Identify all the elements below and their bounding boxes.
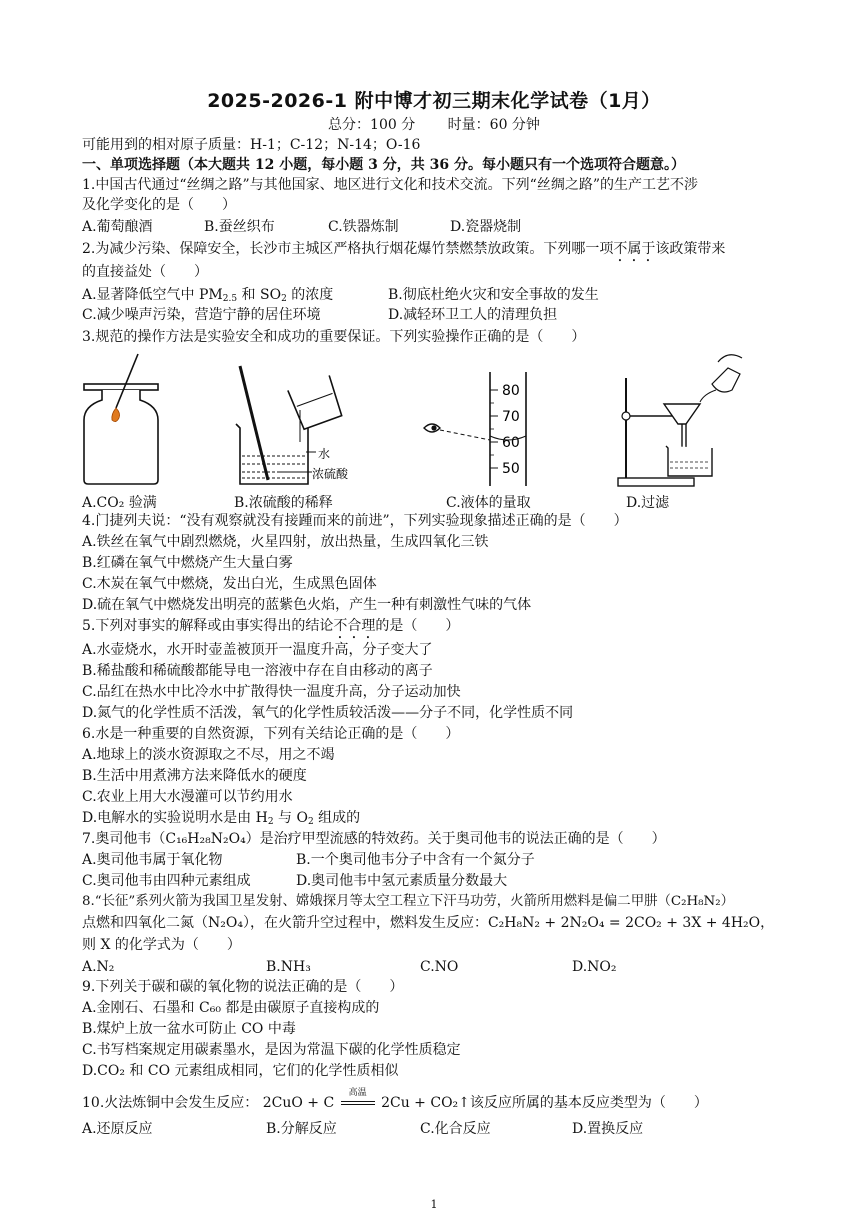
q8-equation: C₂H₈N₂ + 2N₂O₄ = 2CO₂ + 3X + 4H₂O， <box>487 915 775 931</box>
q1-option-d: D.瓷器烧制 <box>450 219 522 235</box>
q1-option-b: B.蚕丝织布 <box>204 219 275 235</box>
q2-stem-part2: 该政策带来 <box>655 241 726 257</box>
q2-a-sub2: 2 <box>281 294 287 304</box>
q4-stem: 4.门捷列夫说：“没有观察就没有接踵而来的前进”，下列实验现象描述正确的是（ ） <box>82 513 628 529</box>
q5-stem-part2: 的是（ ） <box>375 618 460 634</box>
q8-stem-line3: 则 X 的化学式为（ ） <box>82 937 241 953</box>
q6-d-text1: D.电解水的实验说明水是由 H <box>82 810 268 826</box>
q7-option-c: C.奥司他韦由四种元素组成 <box>82 873 251 889</box>
q10-eq-left: 2CuO + C <box>262 1095 335 1111</box>
q10-stem-part2: 该反应所属的基本反应类型为（ ） <box>469 1095 708 1111</box>
q5-option-c: C.品红在热水中比冷水中扩散得快一温度升高，分子运动加快 <box>82 684 461 700</box>
q6-d-text3: 组成的 <box>313 810 361 826</box>
q6-d-sub1: 2 <box>267 817 274 827</box>
q9-stem: 9.下列关于碳和碳的氧化物的说法正确的是（ ） <box>82 979 404 995</box>
q6-option-d <box>82 809 360 831</box>
q9-option-b: B.煤炉上放一盆水可防止 CO 中毒 <box>82 1021 296 1037</box>
q4-option-d: D.硫在氧气中燃烧发出明亮的蓝紫色火焰，产生一种有刺激性气味的气体 <box>82 597 532 613</box>
q5-option-d: D.氮气的化学性质不活泼，氧气的化学性质较活泼——分子不同，化学性质不同 <box>82 705 574 721</box>
q5-stem <box>82 617 459 642</box>
scale-80: 80 <box>502 383 520 399</box>
q8-stem-text: 点燃和四氧化二氮（N₂O₄），在火箭升空过程中，燃料发生反应： <box>82 915 488 931</box>
q9-option-a: A.金刚石、石墨和 C₆₀ 都是由碳原子直接构成的 <box>82 1000 380 1016</box>
q9-option-d: D.CO₂ 和 CO 元素组成相同，它们的化学性质相似 <box>82 1063 399 1079</box>
q10-option-b: B.分解反应 <box>266 1121 337 1137</box>
total-score: 总分：100 分 <box>328 117 416 133</box>
q7-option-d: D.奥司他韦中氢元素质量分数最大 <box>296 873 508 889</box>
q10-condition: 高温 <box>348 1088 367 1098</box>
q10-stem-part1: 10.火法炼铜中会发生反应： <box>82 1095 259 1111</box>
co2-check-figure <box>76 348 166 488</box>
fig-label-a: A.CO₂ 验满 <box>82 495 157 511</box>
q8-option-d: D.NO₂ <box>572 959 617 975</box>
q8-option-a: A.N₂ <box>82 959 115 975</box>
q6-stem: 6.水是一种重要的自然资源，下列有关结论正确的是（ ） <box>82 726 460 742</box>
fig-label-c: C.液体的量取 <box>446 495 531 511</box>
q10-eq-right: 2Cu + CO₂↑ <box>381 1095 470 1111</box>
scale-50: 50 <box>502 461 520 477</box>
q2-option-b: B.彻底杜绝火灾和安全事故的发生 <box>388 287 599 303</box>
q8-option-b: B.NH₃ <box>266 959 311 975</box>
q10-option-c: C.化合反应 <box>420 1121 491 1137</box>
q10-option-d: D.置换反应 <box>572 1121 644 1137</box>
acid-dilution-figure <box>226 348 366 488</box>
q1-stem-line2: 及化学变化的是（ ） <box>82 197 236 213</box>
q6-option-a: A.地球上的淡水资源取之不尽，用之不竭 <box>82 747 335 763</box>
q7-stem: 7.奥司他韦（C₁₆H₂₈N₂O₄）是治疗甲型流感的特效药。关于奥司他韦的说法正确的是（ ） <box>82 831 666 847</box>
q10-option-a: A.还原反应 <box>82 1121 153 1137</box>
q9-option-c: C.书写档案规定用碳素墨水，是因为常温下碳的化学性质稳定 <box>82 1042 461 1058</box>
exam-subtitle <box>0 114 868 134</box>
q6-option-c: C.农业上用大水漫灌可以节约用水 <box>82 789 293 805</box>
q8-stem-line2 <box>82 914 774 932</box>
q2-a-text3: 的浓度 <box>286 287 334 303</box>
filtration-figure <box>608 348 748 488</box>
q2-stem-line2: 的直接益处（ ） <box>82 264 208 280</box>
q5-option-a: A.水壶烧水，水开时壶盖被顶开一温度升高，分子变大了 <box>82 642 433 658</box>
q2-stem-part1: 2.为减少污染、保障安全，长沙市主城区严格执行烟花爆竹禁燃禁放政策。下列哪一项 <box>82 241 614 257</box>
q1-option-a: A.葡萄酿酒 <box>82 219 153 235</box>
q1-stem-line1: 1.中国古代通过“丝绸之路”与其他国家、地区进行文化和技术交流。下列“丝绸之路”的生产工艺不涉 <box>82 177 698 193</box>
q2-a-text1: A.显著降低空气中 PM <box>82 287 223 303</box>
q4-option-b: B.红磷在氧气中燃烧产生大量白雾 <box>82 555 293 571</box>
q6-d-text2: 与 O <box>273 810 308 826</box>
q1-option-c: C.铁器炼制 <box>328 219 399 235</box>
q3-stem: 3.规范的操作方法是实验安全和成功的重要保证。下列实验操作正确的是（ ） <box>82 329 586 345</box>
fig-label-d: D.过滤 <box>626 495 670 511</box>
time-limit: 时量：60 分钟 <box>447 117 540 133</box>
q10-stem <box>82 1088 708 1112</box>
exam-title: 2025-2026-1 附中博才初三期末化学试卷（1月） <box>207 90 661 112</box>
page-number: 1 <box>430 1198 438 1211</box>
scale-70: 70 <box>502 409 520 425</box>
q10-arrow <box>339 1088 377 1112</box>
q2-stem-line1 <box>82 240 725 265</box>
q4-option-a: A.铁丝在氧气中剧烈燃烧，火星四射，放出热量，生成四氧化三铁 <box>82 534 489 550</box>
atomic-masses: 可能用到的相对原子质量：H-1；C-12；N-14；O-16 <box>82 137 421 153</box>
q8-option-c: C.NO <box>420 959 459 975</box>
acid-label: 浓硫酸 <box>312 467 349 481</box>
scale-60: 60 <box>502 435 520 451</box>
q7-option-b: B.一个奥司他韦分子中含有一个氮分子 <box>296 852 535 868</box>
fig-label-b: B.浓硫酸的稀释 <box>234 495 333 511</box>
q8-stem-line1: 8.“长征”系列火箭为我国卫星发射、嫦娥探月等太空工程立下汗马功劳，火箭所用燃料是偏二甲肼（C₂H₈N₂） <box>82 894 735 909</box>
q6-option-b: B.生活中用煮沸方法来降低水的硬度 <box>82 768 307 784</box>
q2-option-d: D.减轻环卫工人的清理负担 <box>388 307 558 323</box>
q6-d-sub2: 2 <box>307 817 314 827</box>
q2-emphasis: 不属于 <box>613 241 656 257</box>
q2-option-a <box>82 286 333 308</box>
water-label: 水 <box>318 447 331 461</box>
q2-a-sub1: 2.5 <box>222 294 238 304</box>
q5-stem-part1: 5.下列对事实的解释或由事实得出的结论 <box>82 618 334 634</box>
q2-a-text2: 和 SO <box>237 287 282 303</box>
q7-option-a: A.奥司他韦属于氧化物 <box>82 852 223 868</box>
q2-option-c: C.减少噪声污染，营造宁静的居住环境 <box>82 307 321 323</box>
q5-emphasis: 不合理 <box>333 618 376 634</box>
section-heading: 一、单项选择题（本大题共 12 小题，每小题 3 分，共 36 分。每小题只有一个选项符合题意。） <box>82 157 685 173</box>
q5-option-b: B.稀盐酸和稀硫酸都能导电一溶液中存在自由移动的离子 <box>82 663 433 679</box>
cylinder-reading-figure <box>418 348 548 488</box>
q4-option-c: C.木炭在氧气中燃烧，发出白光，生成黑色固体 <box>82 576 377 592</box>
